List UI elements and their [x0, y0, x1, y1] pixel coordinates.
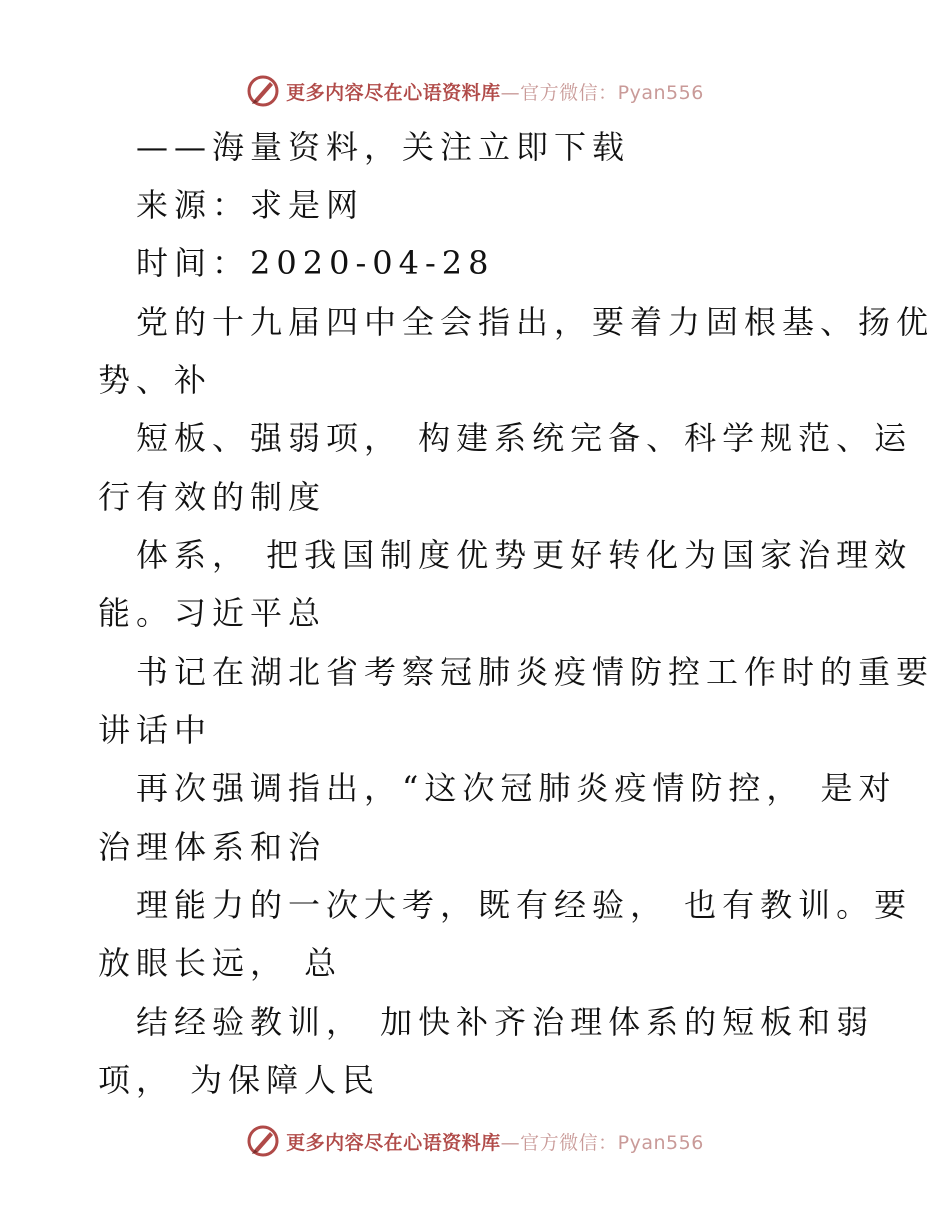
text-line: ——海量资料，关注立即下载 — [136, 128, 631, 166]
text-line: 行有效的制度 — [98, 478, 327, 516]
watermark-dash: — — [500, 1131, 521, 1154]
watermark-dash: — — [500, 81, 521, 104]
text-line: 治理体系和治 — [98, 828, 327, 866]
text-line: 能。习近平总 — [98, 594, 327, 632]
text-line: 体系， 把我国制度优势更好转化为国家治理效 — [136, 536, 913, 574]
text-line: 来源：求是网 — [136, 186, 365, 224]
text-line: 放眼长远， 总 — [98, 944, 343, 982]
watermark-text — [286, 78, 704, 105]
text-line: 结经验教训， 加快补齐治理体系的短板和弱 — [136, 1003, 875, 1041]
text-line: 理能力的一次大考，既有经验， 也有教训。要 — [136, 886, 913, 924]
text-line: 项， 为保障人民 — [98, 1061, 381, 1099]
text-line: 再次强调指出，“这次冠肺炎疫情防控， 是对 — [136, 769, 897, 807]
watermark-wechat-text: 官方微信：Pyan556 — [520, 81, 704, 104]
footer-watermark — [0, 1121, 950, 1161]
watermark-text — [286, 1128, 704, 1155]
watermark-main-text: 更多内容尽在心语资料库 — [286, 1131, 501, 1154]
text-line: 势、补 — [98, 361, 213, 399]
quill-pen-logo-icon — [246, 1124, 280, 1158]
watermark-main-text: 更多内容尽在心语资料库 — [286, 81, 501, 104]
quill-pen-logo-icon — [246, 74, 280, 108]
text-line: 时间：2020-04-28 — [136, 244, 495, 282]
text-line: 党的十九届四中全会指出，要着力固根基、扬优 — [136, 303, 935, 341]
text-line: 讲话中 — [98, 711, 213, 749]
header-watermark — [0, 71, 950, 111]
text-line: 书记在湖北省考察冠肺炎疫情防控工作时的重要 — [136, 653, 935, 691]
text-line: 短板、强弱项， 构建系统完备、科学规范、运 — [136, 419, 913, 457]
watermark-wechat-text: 官方微信：Pyan556 — [520, 1131, 704, 1154]
